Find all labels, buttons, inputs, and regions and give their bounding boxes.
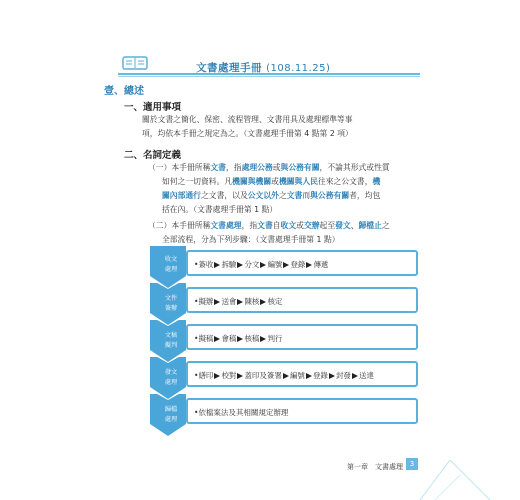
flow-step-1 [148, 287, 418, 315]
flow-step-3 [148, 361, 418, 389]
page-number: 3 [406, 458, 418, 470]
flow-step-text: 擬辦 [198, 297, 214, 306]
flow-stage-label-bottom: 處理 [164, 416, 178, 423]
flow-step-0 [148, 250, 418, 278]
flow-step-box [186, 398, 418, 424]
header-date: (108.11.25) [266, 63, 331, 74]
item2-line-1: （二）本手冊所稱文書處理，指文書自收文或交辦起至發文、歸檔止之 [148, 221, 390, 230]
arrow-right-icon [283, 262, 289, 268]
sub1-line-2: 項，均依本手冊之規定為之。（文書處理手冊第 4 點第 2 項） [142, 129, 353, 138]
flow-step-4 [148, 398, 418, 426]
arrow-right-icon [306, 373, 312, 379]
arrow-right-icon [329, 373, 335, 379]
flow-step-text: 編號 [289, 371, 305, 380]
sub1-heading: 一、適用事項 [124, 102, 182, 113]
flow-step-text: 陳核 [244, 297, 260, 306]
flow-stage-label-bottom: 處理 [164, 379, 178, 386]
arrow-right-icon [237, 299, 243, 305]
page-header-title [196, 60, 330, 75]
arrow-right-icon [352, 373, 358, 379]
sub1-line-1: 關於文書之簡化、保密、流程管理、文書用具及處理標準等事 [142, 115, 353, 124]
flow-stage-label-bottom: 處理 [164, 266, 178, 273]
flow-stage-label-top: 文件 [164, 295, 178, 302]
section-title: 壹、總述 [104, 86, 144, 97]
flow-step-text: 核定 [267, 297, 283, 306]
flow-stage-label-top: 收文 [164, 256, 178, 263]
arrow-right-icon [260, 336, 266, 342]
flow-step-text: 傳遞 [313, 260, 329, 269]
flow-step-text: 登錄 [312, 371, 328, 380]
flow-step-text: 擬稿 [198, 334, 214, 343]
flow-stage-label [156, 405, 186, 425]
item1-line-2: 如何之一切資料。凡機關與機關或機關與人民往來之公文書，機 [162, 177, 381, 186]
flow-step-box [186, 361, 418, 387]
flow-step-box [186, 287, 418, 313]
flow-stage-label [156, 255, 186, 275]
arrow-right-icon [214, 336, 220, 342]
arrow-right-icon [237, 373, 243, 379]
flow-step-text: 依檔案法及其相關規定辦理 [198, 408, 289, 417]
arrow-right-icon [214, 299, 220, 305]
book-icon [122, 56, 148, 72]
arrow-right-icon [283, 373, 289, 379]
arrow-right-icon [214, 373, 220, 379]
item2-line-2: 全部流程，分為下列步驟：（文書處理手冊第 1 點） [162, 235, 340, 244]
flow-step-text: 拆驗 [221, 260, 237, 269]
flow-step-text: 登錄 [290, 260, 306, 269]
flow-step-box [186, 250, 418, 276]
flow-stage-label-top: 發文 [164, 369, 178, 376]
flow-stage-label-bottom: 擬判 [164, 342, 178, 349]
flow-stage-label [156, 331, 186, 351]
arrow-right-icon [260, 262, 266, 268]
arrow-right-icon [214, 262, 220, 268]
flow-stage-label-top: 文稿 [164, 332, 178, 339]
flow-step-text: 會稿 [221, 334, 237, 343]
flow-step-text: 繕印 [198, 371, 214, 380]
flow-step-text: 編號 [267, 260, 283, 269]
flow-step-text: 校對 [221, 371, 237, 380]
arrow-right-icon [260, 299, 266, 305]
flow-step-text: 蓋印及簽署 [244, 371, 282, 380]
flow-stage-label-bottom: 簽辦 [164, 305, 178, 312]
flow-step-2 [148, 324, 418, 352]
bullet-icon: • [194, 408, 199, 417]
flow-stage-label-top: 歸檔 [164, 406, 178, 413]
footer-chapter: 第一章 文書處理 [347, 463, 403, 471]
flow-step-box [186, 324, 418, 350]
bullet-icon: • [194, 260, 199, 269]
item1-line-1: （一）本手冊所稱文書，指處理公務或與公務有關，不論其形式或性質 [148, 163, 390, 172]
item1-line-3: 關內部通行之文書，以及公文以外之文書而與公務有關者，均包 [162, 191, 381, 200]
flow-step-text: 判行 [267, 334, 283, 343]
bullet-icon: • [194, 371, 199, 380]
flow-step-text: 分文 [244, 260, 260, 269]
arrow-right-icon [306, 262, 312, 268]
arrow-right-icon [237, 262, 243, 268]
flow-step-text: 核稿 [244, 334, 260, 343]
bullet-icon: • [194, 334, 199, 343]
flow-step-text: 送達 [358, 371, 374, 380]
item1-line-4: 括在內。（文書處理手冊第 1 點） [162, 205, 278, 214]
bullet-icon: • [194, 297, 199, 306]
flow-stage-label [156, 294, 186, 314]
flow-stage-label [156, 368, 186, 388]
sub2-heading: 二、名詞定義 [124, 150, 182, 161]
arrow-right-icon [237, 336, 243, 342]
flow-step-text: 封發 [335, 371, 351, 380]
flow-step-text: 送會 [221, 297, 237, 306]
flow-step-text: 簽收 [198, 260, 214, 269]
header-title-text: 文書處理手冊 [196, 62, 262, 74]
